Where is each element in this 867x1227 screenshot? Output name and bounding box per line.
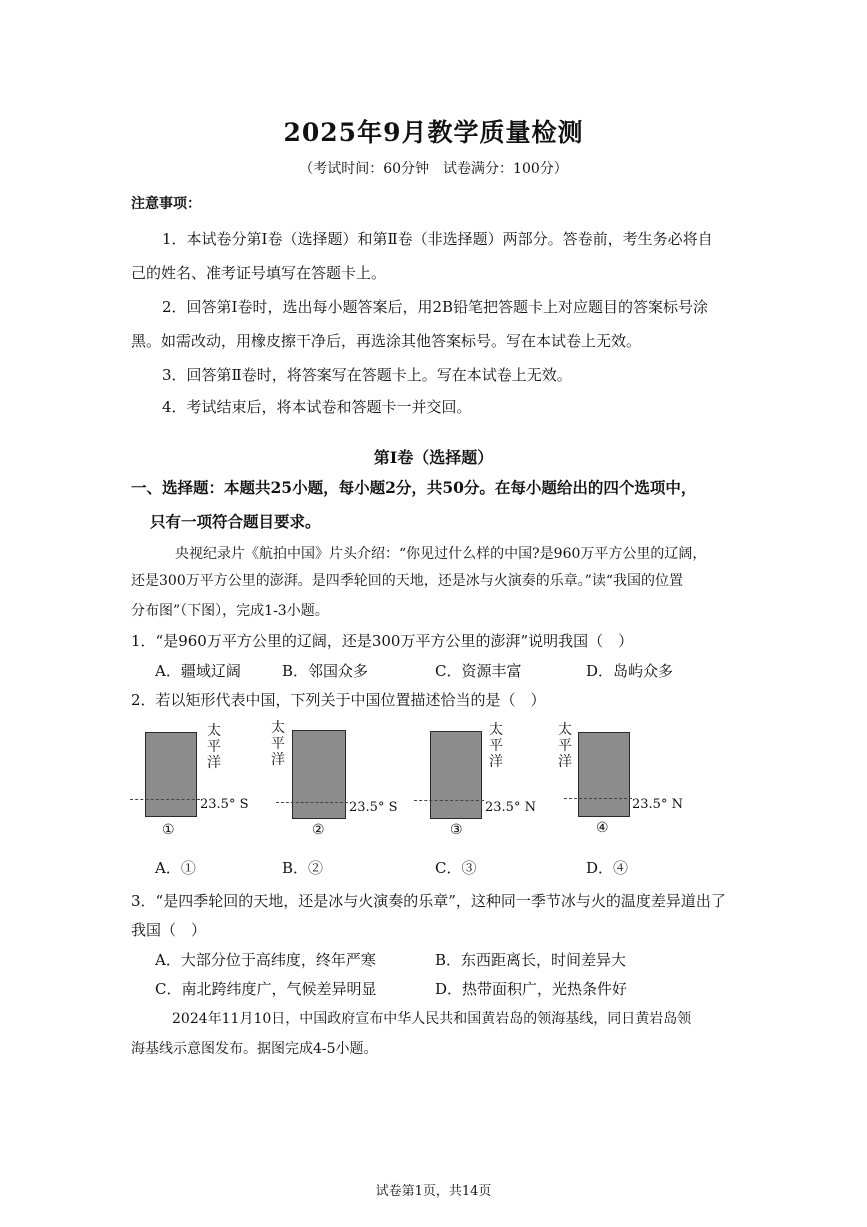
- option-c: C．资源丰富: [435, 662, 522, 680]
- latitude-line: [414, 800, 484, 801]
- latitude-label: 23.5° S: [200, 797, 249, 812]
- panel-number: ①: [162, 822, 175, 838]
- ocean-label: 太平洋: [489, 722, 503, 770]
- notice-line: 己的姓名、准考证号填写在答题卡上。: [131, 264, 387, 282]
- passage-line: 分布图”（下图），完成1-3小题。: [131, 603, 329, 619]
- section-heading: 第Ⅰ卷（选择题）: [373, 448, 494, 467]
- question-stem: 2．若以矩形代表中国，下列关于中国位置描述恰当的是（ ）: [131, 691, 546, 709]
- option-c: C．③: [435, 859, 477, 877]
- panel-number: ③: [450, 822, 463, 838]
- notice-heading: 注意事项：: [131, 196, 201, 212]
- china-rectangle: [292, 730, 346, 819]
- question-stem: 我国（ ）: [131, 921, 207, 939]
- passage-line: 2024年11月10日，中国政府宣布中华人民共和国黄岩岛的领海基线，同日黄岩岛领: [172, 1011, 692, 1027]
- ocean-label: 太平洋: [207, 723, 221, 771]
- latitude-label: 23.5° N: [485, 800, 536, 815]
- question-stem: 1．“是960万平方公里的辽阔，还是300万平方公里的澎湃”说明我国（ ）: [131, 632, 634, 650]
- section-instruction: 只有一项符合题目要求。: [150, 512, 321, 531]
- ocean-label: 太平洋: [558, 722, 572, 770]
- notice-line: 3．回答第Ⅱ卷时，将答案写在答题卡上。写在本试卷上无效。: [162, 366, 572, 384]
- option-d: D．热带面积广，光热条件好: [435, 980, 628, 998]
- question-stem: 3．“是四季轮回的天地，还是冰与火演奏的乐章”，这种同一季节冰与火的温度差异道出了: [131, 892, 726, 910]
- option-b: B．邻国众多: [282, 662, 369, 680]
- latitude-line: [564, 798, 632, 799]
- passage-line: 海基线示意图发布。据图完成4-5小题。: [131, 1041, 378, 1057]
- option-a: A．大部分位于高纬度，终年严寒: [155, 951, 376, 969]
- option-d: D．④: [586, 859, 629, 877]
- page-title: 2025年9月教学质量检测: [283, 118, 584, 147]
- option-b: B．东西距离长，时间差异大: [435, 951, 627, 969]
- option-b: B．②: [282, 859, 324, 877]
- panel-number: ②: [312, 822, 325, 838]
- notice-line: 4．考试结束后，将本试卷和答题卡一并交回。: [162, 398, 472, 416]
- notice-line: 黑。如需改动，用橡皮擦干净后，再选涂其他答案标号。写在本试卷上无效。: [131, 332, 642, 350]
- panel-number: ④: [596, 820, 609, 836]
- option-d: D．岛屿众多: [586, 662, 674, 680]
- passage-line: 央视纪录片《航拍中国》片头介绍：“你见过什么样的中国?是960万平方公里的辽阔，: [175, 546, 707, 562]
- latitude-label: 23.5° N: [632, 797, 683, 812]
- latitude-label: 23.5° S: [349, 800, 398, 815]
- latitude-line: [276, 802, 348, 803]
- option-c: C．南北跨纬度广，气候差异明显: [155, 980, 377, 998]
- ocean-label: 太平洋: [271, 720, 285, 768]
- china-rectangle: [145, 732, 197, 817]
- passage-line: 还是300万平方公里的澎湃。是四季轮回的天地，还是冰与火演奏的乐章。”读“我国的位置: [131, 573, 684, 589]
- notice-line: 1．本试卷分第Ⅰ卷（选择题）和第Ⅱ卷（非选择题）两部分。答卷前，考生务必将自: [162, 230, 713, 248]
- option-a: A．疆域辽阔: [155, 662, 241, 680]
- china-rectangle: [430, 731, 482, 819]
- page-footer: 试卷第1页，共14页: [375, 1184, 492, 1199]
- notice-line: 2．回答第Ⅰ卷时，选出每小题答案后，用2B铅笔把答题卡上对应题目的答案标号涂: [162, 298, 709, 316]
- china-rectangle: [578, 732, 630, 817]
- section-instruction: 一、选择题：本题共25小题，每小题2分，共50分。在每小题给出的四个选项中，: [131, 478, 697, 497]
- option-a: A．①: [155, 859, 196, 877]
- latitude-line: [130, 799, 200, 800]
- exam-info: （考试时间：60分钟 试卷满分：100分）: [299, 161, 568, 177]
